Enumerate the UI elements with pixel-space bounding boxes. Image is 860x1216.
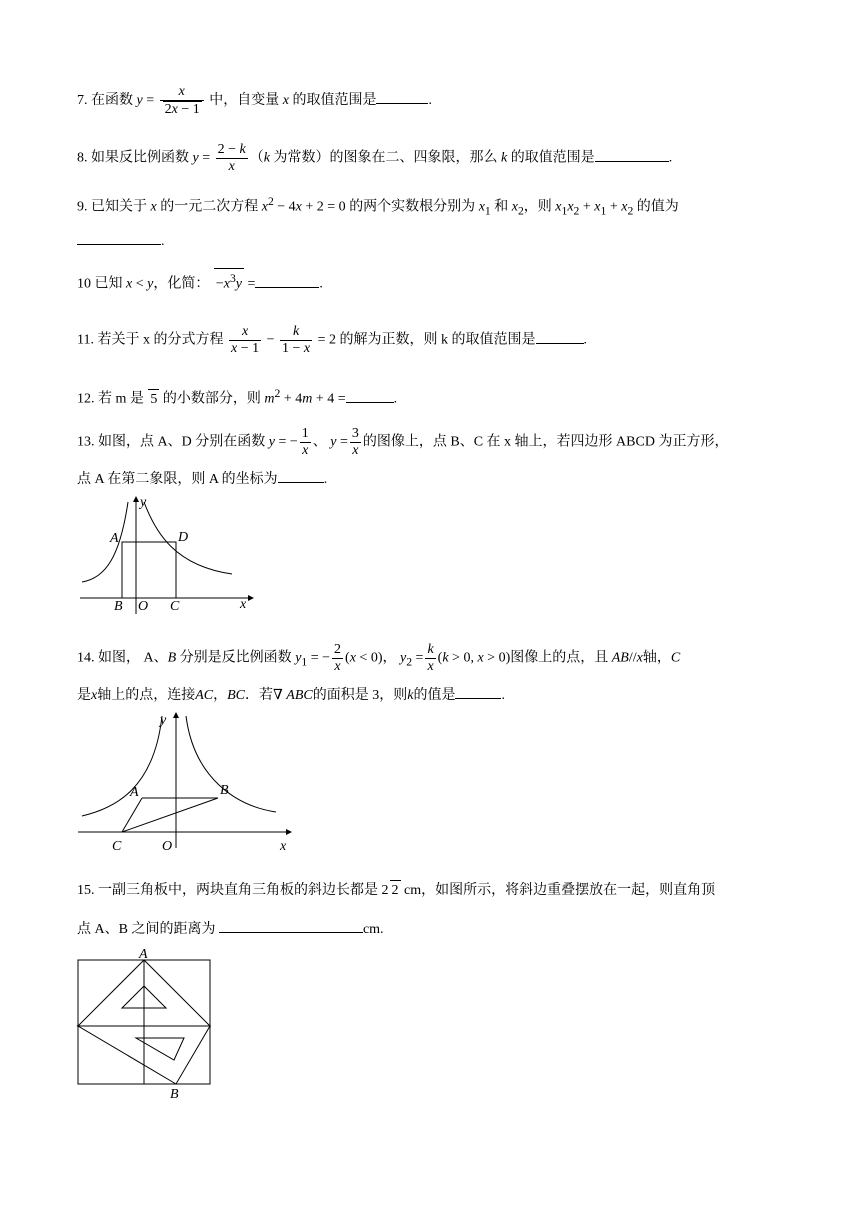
x-axis-arrow [248,595,254,601]
fraction: $\frac{k}{1 - x}$ [282,324,311,356]
question-7: 7. 在函数 y = $\frac{x}{2x - 1}$ 中，自变量 x 的取值范围是 . [77,84,432,117]
fraction: $\frac{1}{x}$ [301,426,309,458]
question-number: 10 [77,276,91,292]
fraction: $\frac{2}{x}$ [334,642,342,674]
label-x: x [280,839,287,854]
question-text: 是 [77,688,91,703]
label-a: A [130,785,139,800]
answer-blank[interactable] [219,918,363,933]
question-text: 已知关于 [91,199,147,215]
question-text: 点 A 在第二象限，则 A 的坐标为 [77,472,278,487]
question-15-line2 [77,918,384,940]
answer-blank[interactable] [255,273,319,288]
question-number: 7. [77,93,88,109]
label-c: C [112,839,122,854]
fraction: $\frac{x}{2x - 1}$ [160,84,204,118]
question-13: 13. 如图，点 A、D 分别在函数 y = − $\frac{1}{x}$ 、 y = $\frac{3}{x}$ 的图像上，点 B、C 在 x 轴上，若四边形 ABCD 为正方形， [77,426,729,458]
y-axis-arrow [173,712,179,718]
question-text: 的小数部分，则 [162,391,261,407]
question-text: 图像上的点，且 [510,650,609,666]
period: cm. [362,922,384,937]
q13-figure [76,494,256,618]
question-text: 分别是反比例函数 [179,650,292,666]
question-text: 如图， [98,650,140,666]
question-text: 若 m 是 [98,391,144,407]
question-text: ，化简： [153,276,210,292]
period: . [583,332,588,348]
question-text: ．若 [245,688,273,703]
question-text: 的值是 [413,688,456,703]
period: . [393,391,398,407]
label-d: D [178,530,189,545]
question-text: 在函数 [91,93,133,109]
question-text: 点 A、B 之间的距离为 [77,922,216,937]
fraction: $\frac{3}{x}$ [351,426,359,458]
label-b: B [220,783,229,798]
answer-blank[interactable] [536,329,584,344]
curve-left [82,502,128,582]
question-text: 的值为 [636,199,679,215]
question-number: 12. [77,391,95,407]
question-text: ， [213,688,228,703]
question-text: 的一元二次方程 [160,199,259,215]
question-text: A [143,650,154,666]
question-text: 轴上的点，连接 [97,688,196,703]
question-8: 8. 如果反比例函数 y = $\frac{2 - k}{x}$ （k 为常数）的图象在二、四象限，那么 k 的取值范围是 . [77,142,673,174]
label-a: A [110,531,119,546]
question-14-line2: 是x轴上的点，连接AC，BC．若∇ ABC的面积是 3，则k的值是 . [77,684,505,706]
question-text: 中，自变量 [209,93,280,109]
question-text: （ [249,150,264,166]
question-13-line2 [77,468,327,490]
question-text: ，则 [523,199,552,215]
label-y: y [140,495,147,510]
label-b: B [114,599,123,614]
period: . [501,688,505,703]
x-axis-arrow [286,829,292,835]
question-text: 、 [153,650,168,666]
question-text: 一副三角板中，两块直角三角板的斜边长都是 [98,883,378,898]
question-number: 8. [77,150,88,166]
question-text: 的取值范围是 [510,150,595,166]
y-axis-arrow [133,496,139,502]
label-a: A [139,947,148,962]
question-text: 的解为正数，则 k 的取值范围是 [339,332,536,348]
q14-figure [76,708,298,856]
question-12: 12. 若 m 是 5 的小数部分，则 $m^2 + 4m + 4$ = . [77,384,397,410]
question-11: 11. 若关于 x 的分式方程 $\frac{x}{x - 1}$ − $\frac{k}{1 - x}$ = 2 的解为正数，则 k 的取值范围是 . [77,324,588,356]
period: . [161,234,165,249]
square-abcd [122,542,176,598]
question-text: 如果反比例函数 [91,150,189,166]
answer-blank[interactable] [346,388,394,403]
answer-blank[interactable] [595,147,669,162]
period: . [668,150,673,166]
question-9-blank-line [77,230,165,252]
question-text: 若关于 x 的分式方程 [97,332,224,348]
question-number: 11. [77,332,94,348]
question-number: 15. [77,883,95,898]
answer-blank[interactable] [455,684,501,699]
question-14: 14. 如图， A、B 分别是反比例函数 $y_1$ = − $\frac{2}{x}$ (x < 0)， $y_2$ = $\frac{k}{x}$ (k > 0, x > 0)图像上的点，且 AB//x轴，C [77,642,681,674]
question-text: C [670,650,681,666]
question-text: 为常数）的图象在二、四象限，那么 [273,150,498,166]
answer-blank[interactable] [376,89,428,104]
period: . [319,276,323,292]
curve-left [82,716,162,816]
question-text: 的面积是 3，则 [312,688,408,703]
question-text: 已知 [94,276,123,292]
label-x: x [240,597,247,612]
question-number: 13. [77,434,95,450]
q15-figure [76,942,216,1102]
question-text: B [167,650,177,666]
label-o: O [162,839,173,854]
segment-bc [122,798,218,832]
triangle-lower-inner [136,1038,184,1060]
label-b: B [170,1087,179,1102]
label-c: C [170,599,180,614]
question-15: 15. 一副三角板中，两块直角三角板的斜边长都是 2 2 cm，如图所示，将斜边重叠摆放在一起，则直角顶 [77,880,715,901]
fraction: $\frac{k}{x}$ [427,642,434,674]
question-text: 、 [312,434,327,450]
label-y: y [160,713,167,728]
question-text: 轴， [642,650,671,666]
segment-ac [122,798,142,832]
question-10: 10 已知 x < y，化简： $-x^3y$ = . [77,268,323,295]
fraction: $\frac{x}{x - 1}$ [230,324,260,356]
question-number: 9. [77,199,88,215]
question-text: 如图，点 A、D 分别在函数 [98,434,266,450]
label-o: O [138,599,149,614]
period: . [323,472,328,487]
question-text: 的两个实数根分别为 [349,199,476,215]
question-text: 的图像上，点 B、C 在 x 轴上，若四边形 ABCD 为正方形， [362,434,729,450]
period: . [428,93,432,109]
fraction: $\frac{2 - k}{x}$ [217,142,246,174]
question-text: cm，如图所示，将斜边重叠摆放在一起，则直角顶 [404,883,716,898]
question-text: 的取值范围是 [292,93,377,109]
answer-blank[interactable] [77,230,161,245]
question-text: 和 [494,199,509,215]
question-number: 14. [77,650,95,666]
question-9: 9. 已知关于 x 的一元二次方程 $x^2 - 4x + 2 = 0$ 的两个实数根分别为 $x_1$ 和 $x_2$，则 $x_1x_2 + x_1 + x_2$ 的值为 [77,195,679,218]
answer-blank[interactable] [278,468,324,483]
